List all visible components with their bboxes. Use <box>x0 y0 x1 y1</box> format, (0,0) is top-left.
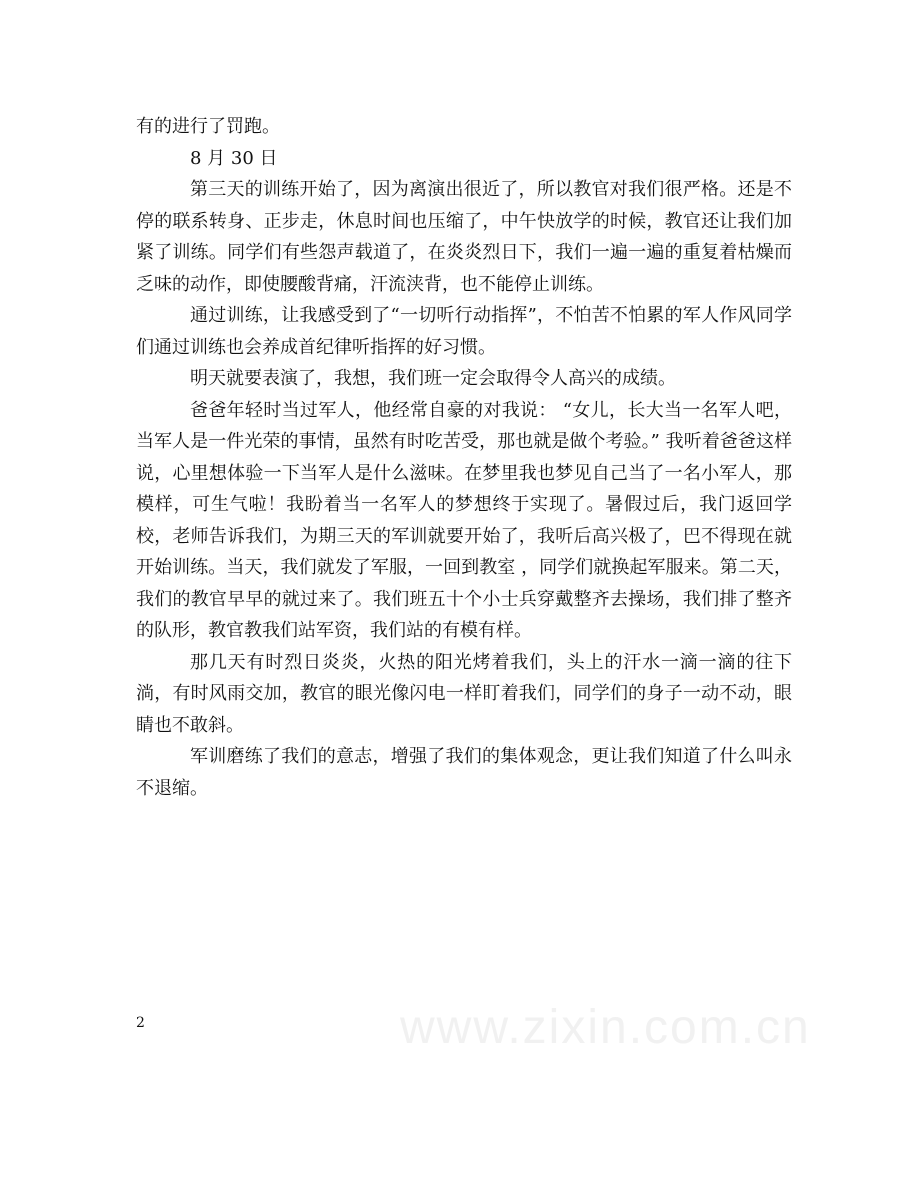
watermark: www.zixin.com.cn <box>400 1001 811 1054</box>
paragraph: 那几天有时烈日炎炎，火热的阳光烤着我们，头上的汗水一滴一滴的往下淌，有时风雨交加，教官的眼光像闪电一样盯着我们，同学们的身子一动不动，眼睛也不敢斜。 <box>136 651 792 736</box>
paragraph: 明天就要表演了，我想，我们班一定会取得令人高兴的成绩。 <box>190 368 676 389</box>
paragraph: 军训磨练了我们的意志，增强了我们的集体观念，更让我们知道了什么叫永不退缩。 <box>136 746 792 799</box>
paragraph: 有的进行了罚跑。 <box>136 116 280 137</box>
body-text <box>136 111 792 804</box>
date-line: 8 月 30 日 <box>190 147 278 169</box>
paragraph: 第三天的训练开始了，因为离演出很近了，所以教官对我们很严格。还是不停的联系转身、正步走，休息时间也压缩了，中午快放学的时候，教官还让我们加紧了训练。同学们有些怨声载道了，在炎炎烈日下，我们一遍一遍的重复着枯燥而乏味的动作，即使腰酸背痛，汗流浃背，也不能停止训练。 <box>136 179 792 295</box>
paragraph: 通过训练，让我感受到了“一切听行动指挥”，不怕苦不怕累的军人作风同学们通过训练也会养成首纪律听指挥的好习惯。 <box>136 305 792 358</box>
page-number: 2 <box>136 1015 145 1031</box>
paragraph: 爸爸年轻时当过军人，他经常自豪的对我说： “女儿，长大当一名军人吧，当军人是一件光荣的事情，虽然有时吃苦受，那也就是做个考验。” 我听着爸爸这样说，心里想体验一下当军人是什么滋味。在梦里我也梦见自己当了一名小军人，那模样，可生气啦！我盼着当一名军人的梦想终于实现了。暑假过后，我门返回学校，老师告诉我们，为期三天的军训就要开始了，我听后高兴极了，巴不得现在就开始训练。当天，我们就发了军服，一回到教室 ，同学们就换起军服来。第二天，我们的教官早早的就过来了。我们班五十个小士兵穿戴整齐去操场，我们排了整齐的队形，教官教我们站军资，我们站的有模有样。 <box>136 399 792 641</box>
